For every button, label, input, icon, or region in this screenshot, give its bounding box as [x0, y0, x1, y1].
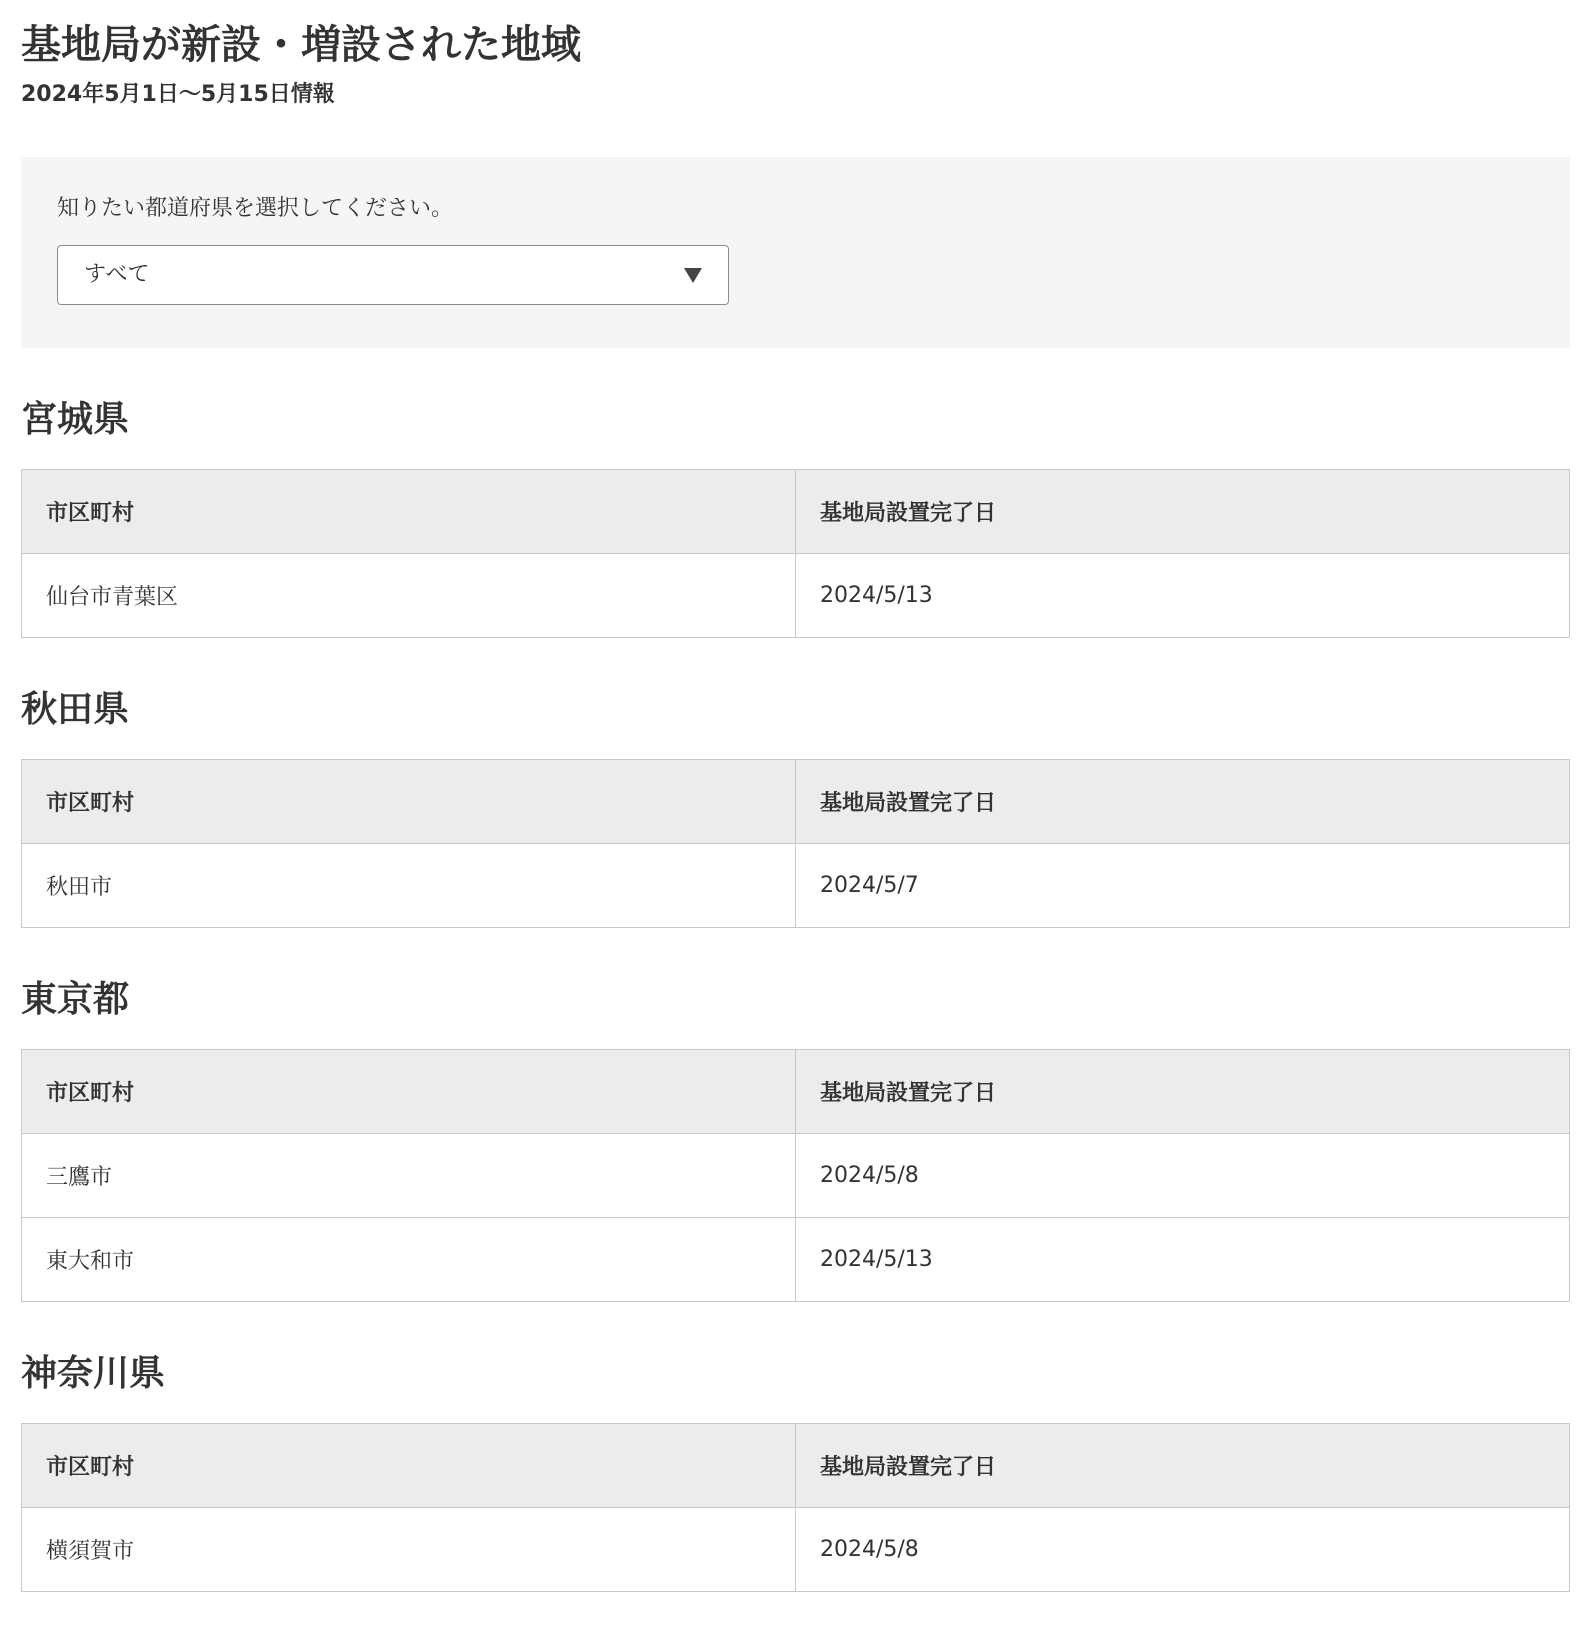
table-row	[22, 554, 1570, 638]
city-cell: 仙台市青葉区	[22, 554, 796, 638]
region-table	[21, 469, 1570, 638]
prefecture-section-tokyo	[21, 978, 1570, 1302]
region-table	[21, 1049, 1570, 1302]
table-row	[22, 1134, 1570, 1218]
column-header-date: 基地局設置完了日	[796, 1050, 1570, 1134]
date-cell: 2024/5/8	[796, 1508, 1570, 1592]
column-header-date: 基地局設置完了日	[796, 1424, 1570, 1508]
column-header-city: 市区町村	[22, 1050, 796, 1134]
column-header-city: 市区町村	[22, 470, 796, 554]
table-header-row	[22, 1424, 1570, 1508]
date-cell: 2024/5/13	[796, 1218, 1570, 1302]
prefecture-select-value: すべて	[84, 262, 150, 287]
date-cell: 2024/5/8	[796, 1134, 1570, 1218]
prefecture-heading: 神奈川県	[21, 1353, 166, 1394]
table-row	[22, 844, 1570, 928]
prefecture-heading: 宮城県	[21, 399, 130, 440]
filter-label: 知りたい都道府県を選択してください。	[57, 196, 454, 221]
date-cell: 2024/5/7	[796, 844, 1570, 928]
table-header-row	[22, 470, 1570, 554]
column-header-date: 基地局設置完了日	[796, 760, 1570, 844]
column-header-city: 市区町村	[22, 1424, 796, 1508]
prefecture-filter-panel	[21, 157, 1570, 348]
city-cell: 東大和市	[22, 1218, 796, 1302]
prefecture-section-kanagawa	[21, 1352, 1570, 1592]
table-header-row	[22, 1050, 1570, 1134]
column-header-city: 市区町村	[22, 760, 796, 844]
column-header-date: 基地局設置完了日	[796, 470, 1570, 554]
prefecture-section-miyagi	[21, 398, 1570, 638]
page-subtitle: 2024年5月1日〜5月15日情報	[21, 82, 335, 107]
table-row	[22, 1508, 1570, 1592]
table-row	[22, 1218, 1570, 1302]
prefecture-select[interactable]	[57, 245, 729, 305]
region-table	[21, 759, 1570, 928]
page-title: 基地局が新設・増設された地域	[21, 22, 581, 68]
prefecture-heading: 東京都	[21, 979, 130, 1020]
triangle-down-icon	[684, 268, 702, 283]
city-cell: 三鷹市	[22, 1134, 796, 1218]
city-cell: 秋田市	[22, 844, 796, 928]
prefecture-section-akita	[21, 688, 1570, 928]
city-cell: 横須賀市	[22, 1508, 796, 1592]
table-header-row	[22, 760, 1570, 844]
prefecture-heading: 秋田県	[21, 689, 130, 730]
date-cell: 2024/5/13	[796, 554, 1570, 638]
region-table	[21, 1423, 1570, 1592]
